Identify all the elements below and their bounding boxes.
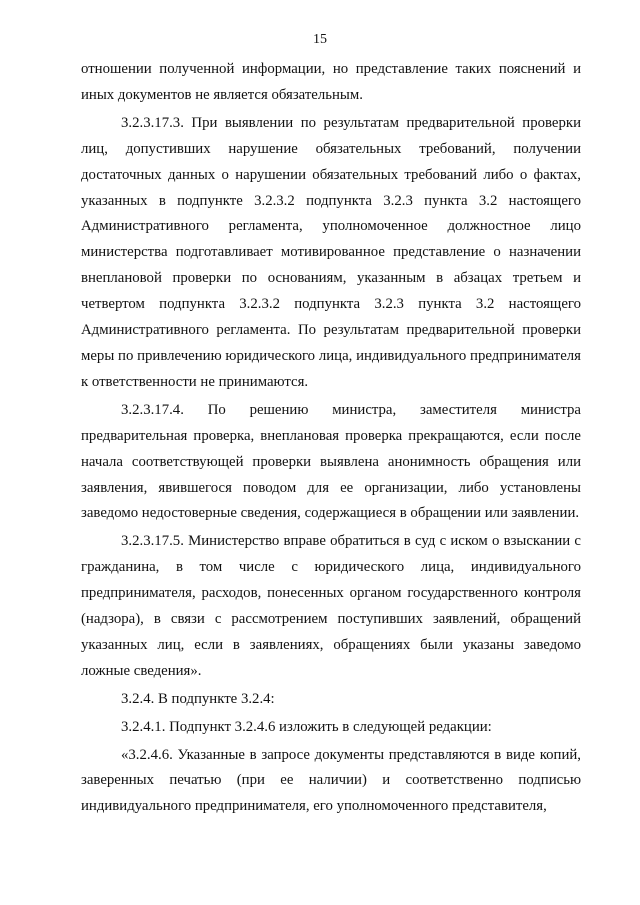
- paragraph-continuation: отношении полученной информации, но представление таких пояснений и иных документов не является обязательным.: [81, 61, 581, 103]
- paragraph-3-2-3-17-3: 3.2.3.17.3. При выявлении по результатам предварительной проверки лиц, допустивших нарушение обязательных требований, получении достаточных данных о нарушении обязательных требований либо о фактах, указанных в подпункте 3.2.3.2 подпункта 3.2.3 пункта 3.2 настоящего Административного регламента, уполномоченное должностное лицо министерства подготавливает мотивированное представление о назначении внеплановой проверки по основаниям, указанным в абзацах третьем и четвертом подпункта 3.2.3.2 подпункта 3.2.3 пункта 3.2 настоящего Административного регламента. По результатам предварительной проверки меры по привлечению юридического лица, индивидуального предпринимателя к ответственности не принимаются.: [81, 114, 581, 390]
- paragraph-3-2-3-17-4: 3.2.3.17.4. По решению министра, заместителя министра предварительная проверка, внеплановая проверка прекращаются, если после начала соответствующей проверки выявлена анонимность обращения или заявления, явившегося поводом для ее организации, либо установлены заведомо недостоверные сведения, содержащиеся в обращении или заявлении.: [81, 401, 581, 522]
- paragraph-3-2-3-17-5: 3.2.3.17.5. Министерство вправе обратиться в суд с иском о взыскании с гражданина, в том числе с юридического лица, индивидуального предпринимателя, расходов, понесенных органом государственного контроля (надзора), в связи с рассмотрением поступивших заявлений, обращений указанных лиц, если в заявлениях, обращениях были указаны заведомо ложные сведения».: [81, 533, 581, 679]
- paragraph-3-2-4: 3.2.4. В подпункте 3.2.4:: [121, 690, 275, 707]
- paragraph-3-2-4-6: «3.2.4.6. Указанные в запросе документы представляются в виде копий, заверенных печатью (при ее наличии) и соответственно подписью индивидуального предпринимателя, его уполномоченного представителя,: [81, 746, 581, 815]
- paragraph-3-2-4-1: 3.2.4.1. Подпункт 3.2.4.6 изложить в следующей редакции:: [121, 718, 492, 735]
- document-body: [81, 57, 581, 820]
- page-number: 15: [313, 32, 327, 47]
